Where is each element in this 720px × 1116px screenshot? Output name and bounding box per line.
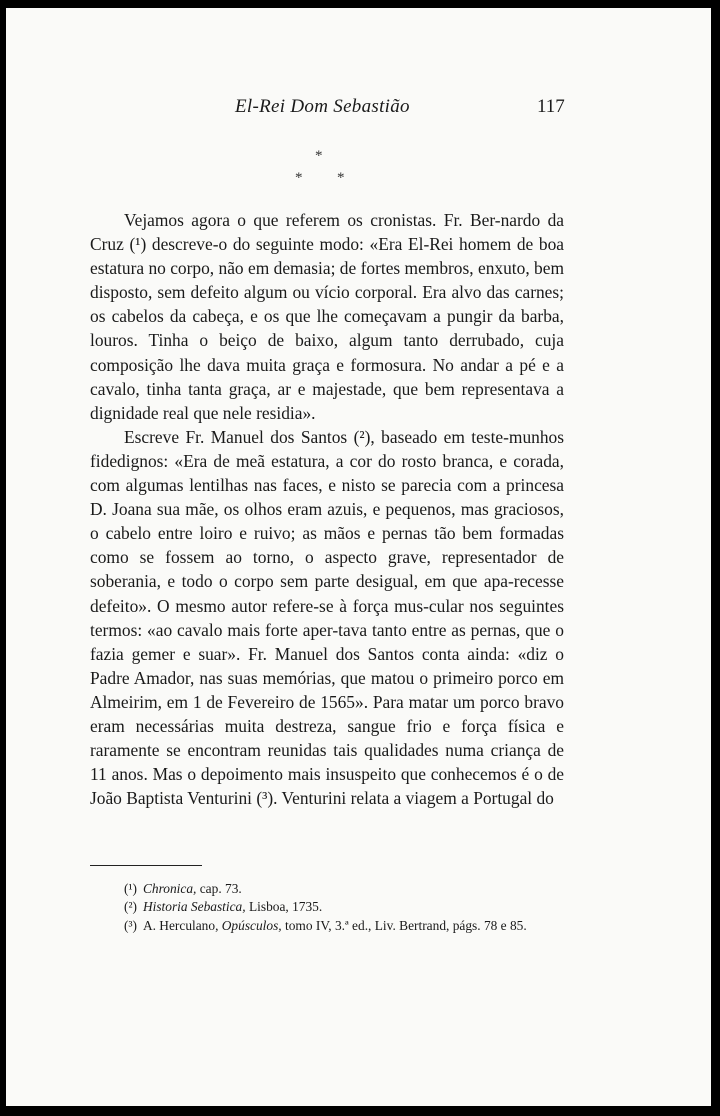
footnote-1 [90,880,564,898]
body-text [90,208,564,810]
footnotes [90,880,564,935]
footnote-rule [90,865,202,866]
ornament-star-right: * [337,170,345,186]
page-header [6,96,711,126]
footnote-mark: (²) [124,899,137,915]
footnote-mark: (¹) [124,881,137,896]
ornament-star-left: * [295,170,303,186]
footnote-3 [90,917,564,935]
footnote-text: Lisboa, 1735. [245,899,323,915]
footnote-mark: (³) [124,917,137,933]
footnote-text: cap. 73. [196,881,242,896]
running-title: El-Rei Dom Sebastião [235,96,410,117]
footnote-2 [90,898,564,916]
footnote-title: Opúsculos, [221,917,282,933]
footnote-text: tomo IV, 3.ª ed., Liv. Bertrand, págs. 78 e 85. [281,917,527,933]
page-number: 117 [537,96,565,117]
book-page [6,8,711,1106]
footnote-author: A. Herculano, [142,917,222,933]
paragraph-1: Vejamos agora o que referem os cronistas. Fr. Ber-nardo da Cruz (¹) descreve-o do seguinte modo: «Era El-Rei homem de boa estatura no corpo, não em demasia; de fortes membros, enxuto, bem disposto, sem defeito algum ou vício corporal. Era alvo das carnes; os cabelos da cabeça, e os que lhe começavam a pungir da barba, louros. Tinha o beiço de baixo, algum tanto derrubado, cuja composição lhe dava muita graça e formosura. No andar a pé e a cavalo, tinha tanta graça, ar e majestade, que bem representava a dignidade real que nele residia». [90,210,564,423]
paragraph-2: Escreve Fr. Manuel dos Santos (²), baseado em teste-munhos fidedignos: «Era de meã estatura, a cor do rosto branca, e corada, com algumas lentilhas nas faces, e nisto se parecia com a princesa D. Joana sua mãe, os olhos eram azuis, e pequenos, mas graciosos, o cabelo entre loiro e ruivo; as mãos e pernas tão bem formadas como se fossem ao torno, o aspecto grave, representador de soberania, e todo o corpo sem parte desigual, em que apa-recesse defeito». O mesmo autor refere-se à força mus-cular nos seguintes termos: «ao cavalo mais forte aper-tava tanto entre as pernas, que o fazia gemer e suar». Fr. Manuel dos Santos conta ainda: «diz o Padre Amador, nas suas memórias, que matou o primeiro porco em Almeirim, em 1 de Fevereiro de 1565». Para matar um porco bravo eram necessárias muita destreza, sangue frio e força física e raramente se encontram reunidas tais qualidades numa criança de 11 anos. Mas o depoimento mais insuspeito que conhecemos é o de João Baptista Venturini (³). Venturini relata a viagem a Portugal do [90,426,564,809]
footnote-title: Chronica, [142,881,197,896]
footnote-title: Historia Sebastica, [142,899,246,915]
ornament-star-top: * [315,148,323,164]
